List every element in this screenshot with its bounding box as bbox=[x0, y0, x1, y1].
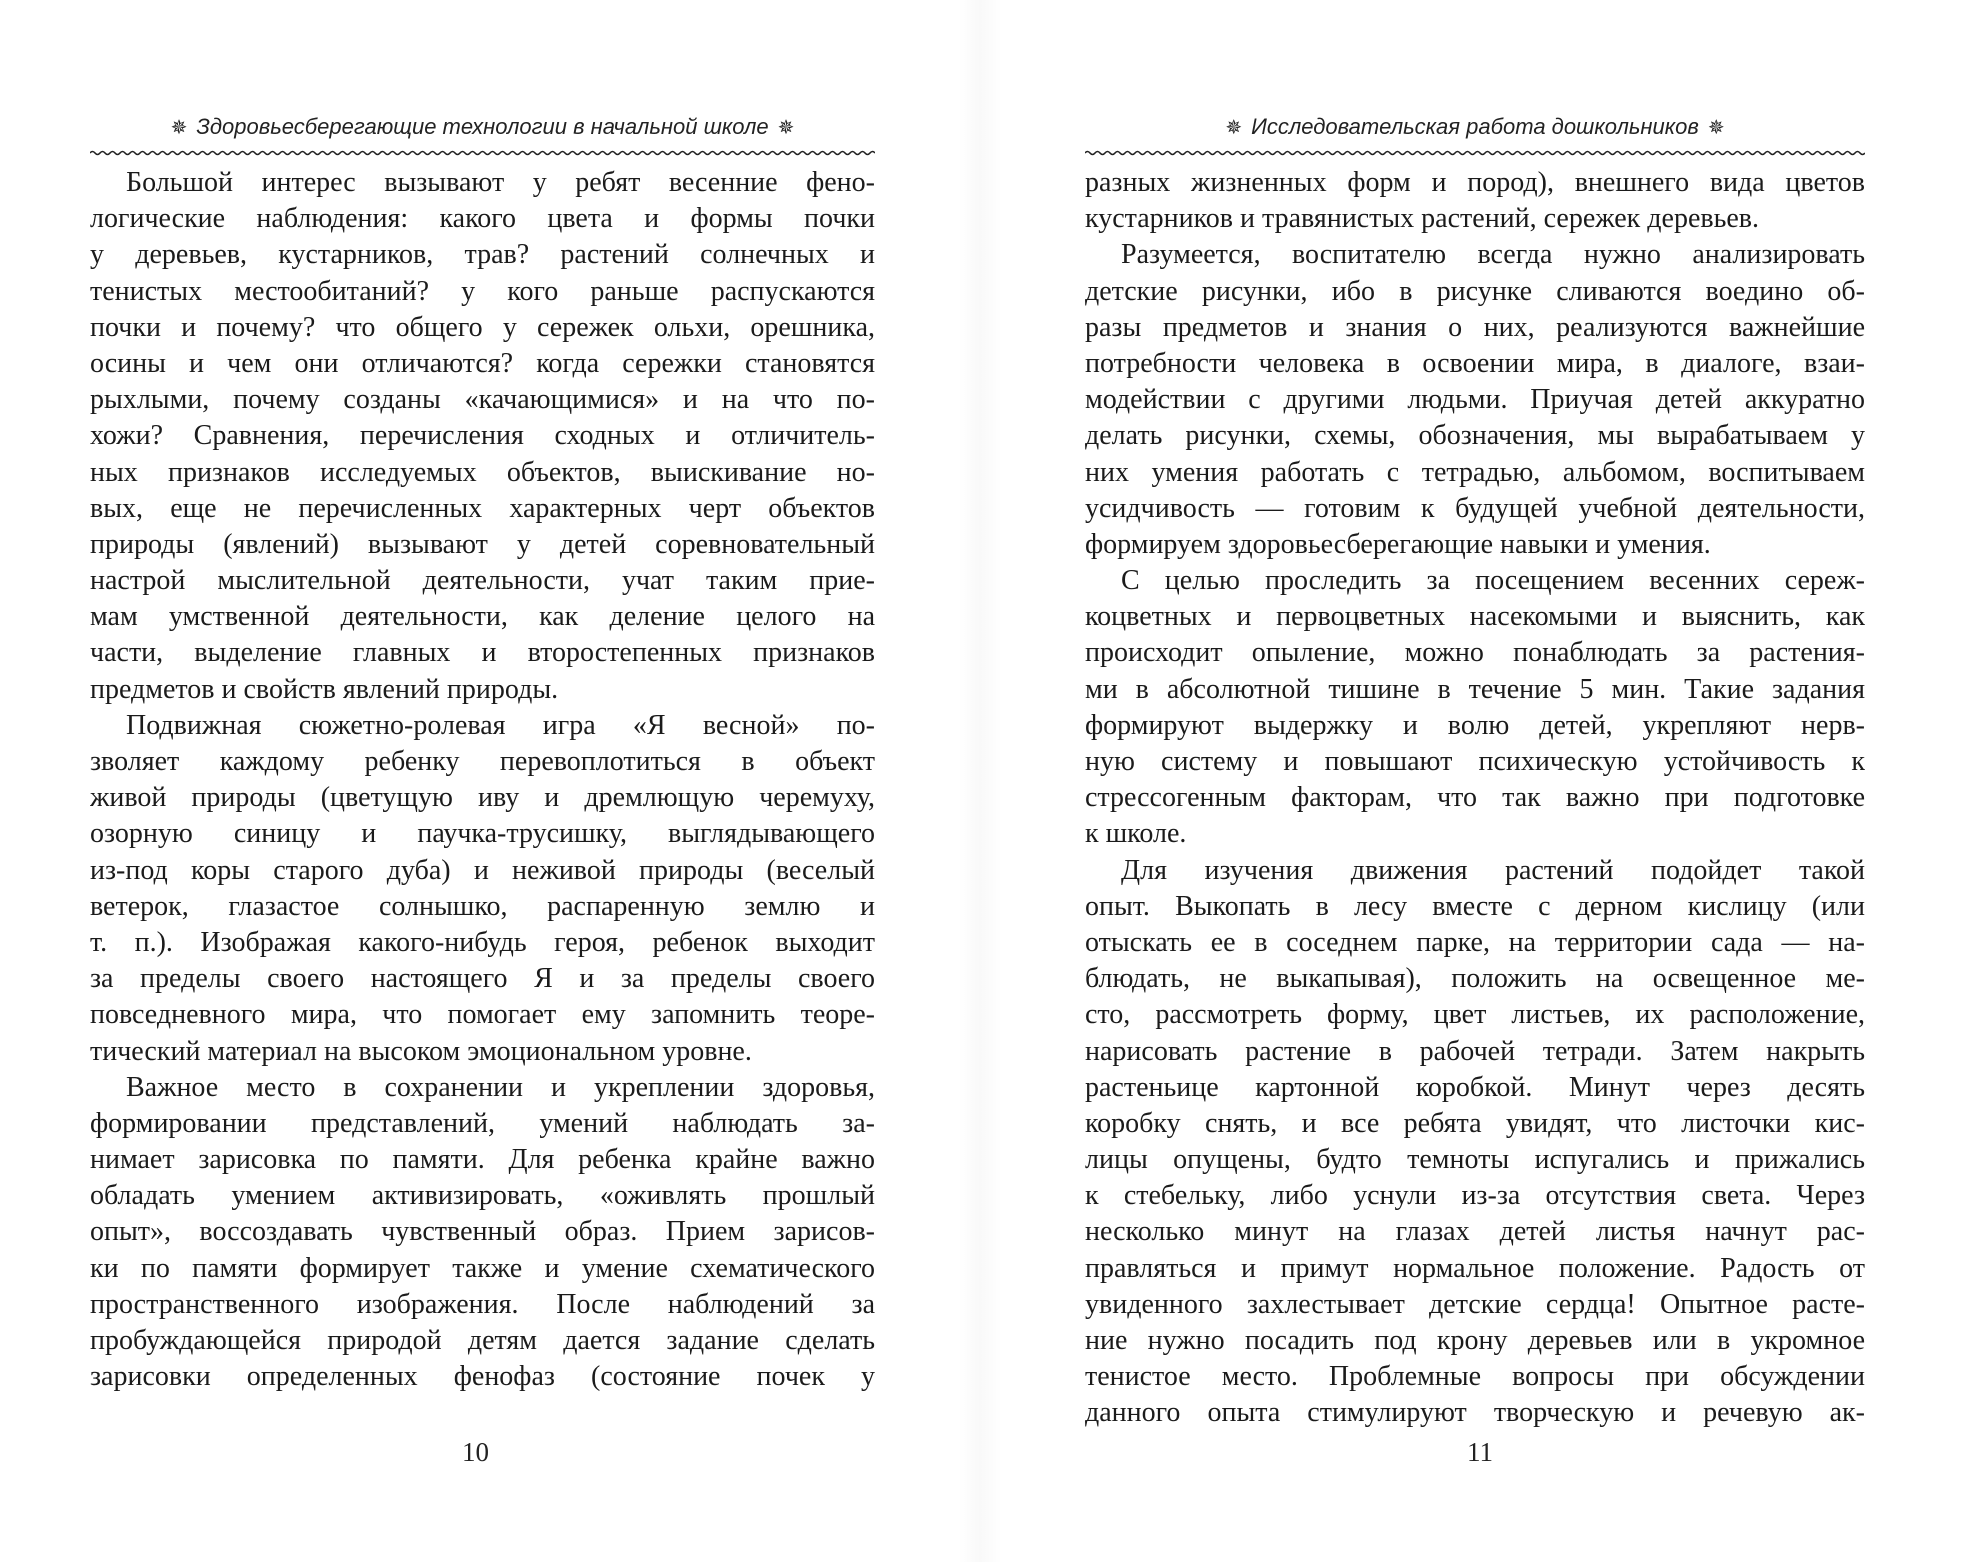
left-page-body bbox=[90, 165, 875, 1395]
text-line: модействии с другими людьми. Приучая детей аккуратно bbox=[1085, 384, 1865, 416]
text-line: Большой интерес вызывают у ребят весенние фено- bbox=[126, 167, 875, 198]
asterisk-ornament-icon: ✵ bbox=[777, 116, 795, 139]
text-line: потребности человека в освоении мира, в диалоге, взаи- bbox=[1085, 347, 1865, 379]
text-line: коцветных и первоцветных насекомыми и выяснить, как bbox=[1085, 601, 1865, 633]
text-line: нимает зарисовка по памяти. Для ребенка крайне важно bbox=[90, 1144, 875, 1176]
text-line: Важное место в сохранении и укреплении здоровья, bbox=[126, 1071, 875, 1103]
text-line: ных признаков исследуемых объектов, выискивание но- bbox=[90, 456, 875, 488]
text-line: тенистое место. Проблемные вопросы при обсуждении bbox=[1085, 1361, 1865, 1393]
text-line: к стебельку, либо уснули из-за отсутствия света. Через bbox=[1085, 1180, 1865, 1212]
text-line: формировании представлений, умений наблюдать за- bbox=[90, 1107, 875, 1139]
left-running-head bbox=[90, 110, 875, 144]
text-line: т. п.). Изображая какого-нибудь героя, ребенок выходит bbox=[90, 926, 875, 958]
text-line: разных жизненных форм и пород), внешнего вида цветов bbox=[1085, 167, 1865, 198]
text-line: опыт», воссоздавать чувственный образ. Прием зарисов- bbox=[90, 1216, 875, 1248]
text-line: Для изучения движения растений подойдет такой bbox=[1121, 854, 1865, 886]
text-line: ми в абсолютной тишине в течение 5 мин. Такие задания bbox=[1085, 673, 1865, 705]
text-line: вых, еще не перечисленных характерных черт объектов bbox=[90, 492, 875, 524]
text-line: ветерок, глазастое солнышко, распаренную землю и bbox=[90, 890, 875, 922]
text-line: обладать умением активизировать, «оживлять прошлый bbox=[90, 1180, 875, 1212]
text-line: ки по памяти формирует также и умение схематического bbox=[90, 1252, 875, 1284]
left-page bbox=[0, 0, 980, 1562]
text-line: из-под коры старого дуба) и неживой природы (веселый bbox=[90, 854, 875, 886]
text-line: зарисовки определенных фенофаз (состояние почек у bbox=[90, 1361, 875, 1393]
text-line: рыхлыми, почему созданы «качающимися» и на что по- bbox=[90, 384, 875, 416]
text-line: живой природы (цветущую иву и дремлющую черемуху, bbox=[90, 782, 875, 814]
text-line: зволяет каждому ребенку перевоплотиться в объект bbox=[90, 746, 875, 777]
wavy-header-rule bbox=[1085, 150, 1865, 156]
text-line: озорную синицу и паучка-трусишку, выглядывающего bbox=[90, 818, 875, 850]
right-running-head-title: Исследовательская работа дошкольников bbox=[1251, 114, 1699, 139]
text-line: части, выделение главных и второстепенных признаков bbox=[90, 637, 875, 669]
text-line: почки и почему? что общего у сережек ольхи, орешника, bbox=[90, 311, 875, 343]
text-line: настрой мыслительной деятельности, учат таким прие- bbox=[90, 565, 875, 597]
text-line: усидчивость — готовим к будущей учебной деятельности, bbox=[1085, 492, 1865, 524]
text-line: повседневного мира, что помогает ему запомнить теоре- bbox=[90, 999, 875, 1031]
text-line: происходит опыление, можно понаблюдать за растения- bbox=[1085, 637, 1865, 669]
text-line: лицы опущены, будто темноты испугались и прижались bbox=[1085, 1144, 1865, 1176]
text-line: отыскать ее в соседнем парке, на территории сада — на- bbox=[1085, 926, 1865, 958]
text-line: данного опыта стимулируют творческую и речевую ак- bbox=[1085, 1397, 1865, 1429]
page-number: 10 bbox=[462, 1437, 489, 1467]
text-line: С целью проследить за посещением весенних сереж- bbox=[1121, 565, 1865, 597]
text-line: несколько минут на глазах детей листья начнут рас- bbox=[1085, 1216, 1865, 1248]
text-line: увиденного захлестывает детские сердца! Опытное расте- bbox=[1085, 1288, 1865, 1320]
text-line: осины и чем они отличаются? когда сережки становятся bbox=[90, 347, 875, 379]
text-line: разы предметов и знания о них, реализуются важнейшие bbox=[1085, 311, 1865, 343]
text-line: сто, рассмотреть форму, цвет листьев, их расположение, bbox=[1085, 999, 1865, 1031]
text-line: природы (явлений) вызывают у детей соревновательный bbox=[90, 528, 875, 560]
text-line: делать рисунки, схемы, обозначения, мы вырабатываем у bbox=[1085, 420, 1865, 452]
right-running-head bbox=[1085, 110, 1865, 144]
asterisk-ornament-icon: ✵ bbox=[170, 116, 188, 139]
text-line: ную систему и повышают психическую устойчивость к bbox=[1085, 746, 1865, 777]
left-running-head-title: Здоровьесберегающие технологии в начальной школе bbox=[196, 114, 769, 139]
text-line: у деревьев, кустарников, трав? растений солнечных и bbox=[90, 239, 875, 271]
text-line: растеньице картонной коробкой. Минут через десять bbox=[1085, 1071, 1865, 1103]
text-line: детские рисунки, ибо в рисунке сливаются воедино об- bbox=[1085, 275, 1865, 307]
text-line: формируем здоровьесберегающие навыки и умения. bbox=[1085, 528, 1711, 560]
text-line: них умения работать с тетрадью, альбомом, воспитываем bbox=[1085, 456, 1865, 488]
text-line: стрессогенным факторам, что так важно при подготовке bbox=[1085, 782, 1865, 814]
text-line: пробуждающейся природой детям дается задание сделать bbox=[90, 1325, 875, 1356]
text-line: тический материал на высоком эмоциональном уровне. bbox=[90, 1035, 752, 1067]
text-line: ние нужно посадить под крону деревьев или в укромное bbox=[1085, 1325, 1865, 1356]
page-number: 11 bbox=[1467, 1437, 1493, 1467]
right-page-body bbox=[1085, 165, 1865, 1432]
text-line: хожи? Сравнения, перечисления сходных и отличитель- bbox=[90, 420, 875, 452]
right-page bbox=[980, 0, 1961, 1562]
text-line: за пределы своего настоящего Я и за пределы своего bbox=[90, 963, 875, 995]
text-line: логические наблюдения: какого цвета и формы почки bbox=[90, 203, 875, 235]
text-line: Разумеется, воспитателю всегда нужно анализировать bbox=[1121, 239, 1865, 271]
text-line: тенистых местообитаний? у кого раньше распускаются bbox=[90, 275, 875, 307]
text-line: формируют выдержку и волю детей, укрепляют нерв- bbox=[1085, 709, 1865, 741]
text-line: нарисовать растение в рабочей тетради. Затем накрыть bbox=[1085, 1035, 1865, 1067]
text-line: коробку снять, и все ребята увидят, что листочки кис- bbox=[1085, 1107, 1865, 1139]
wavy-header-rule bbox=[90, 150, 875, 156]
text-line: кустарников и травянистых растений, сережек деревьев. bbox=[1085, 203, 1760, 235]
text-line: мам умственной деятельности, как деление целого на bbox=[90, 601, 875, 633]
text-line: блюдать, не выкапывая), положить на освещенное ме- bbox=[1085, 963, 1865, 995]
text-line: к школе. bbox=[1085, 818, 1187, 850]
text-line: пространственного изображения. После наблюдений за bbox=[90, 1288, 875, 1320]
text-line: Подвижная сюжетно-ролевая игра «Я весной» по- bbox=[126, 709, 875, 741]
text-line: правляться и примут нормальное положение. Радость от bbox=[1085, 1252, 1865, 1284]
asterisk-ornament-icon: ✵ bbox=[1225, 116, 1243, 139]
asterisk-ornament-icon: ✵ bbox=[1707, 116, 1725, 139]
text-line: опыт. Выкопать в лесу вместе с дерном кислицу (или bbox=[1085, 890, 1865, 922]
text-line: предметов и свойств явлений природы. bbox=[90, 673, 559, 705]
